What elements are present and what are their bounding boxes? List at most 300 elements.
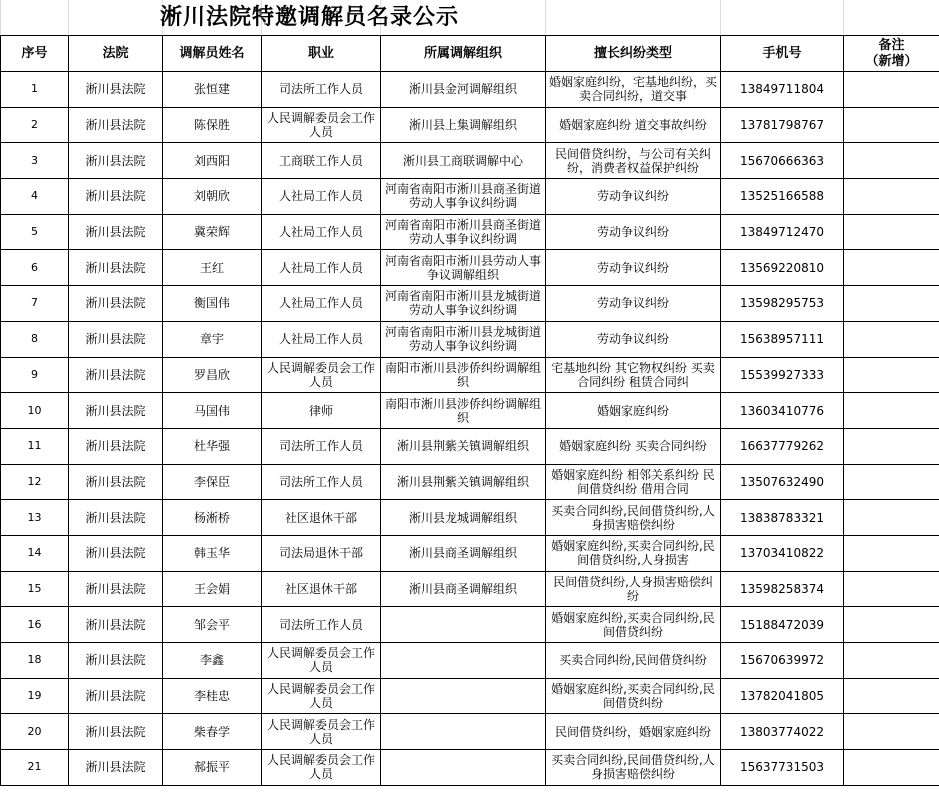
cell-seq[interactable] [1,678,69,714]
cell-job[interactable] [262,750,381,786]
cell-org-text: 淅川县商圣调解组织 [408,546,517,561]
cell-phone-text: 15670639972 [740,653,824,668]
cell-org-text: 河南省南阳市淅川县龙城街道劳动人事争议纠纷调 [384,325,541,354]
cell-org-text: 淅川县金河调解组织 [408,82,517,97]
cell-name-text: 陈保胜 [193,118,230,133]
title-row [0,0,939,36]
cell-court-text: 淅川县法院 [85,510,146,525]
cell-job-text: 司法所工作人员 [278,82,363,97]
cell-expertise-text: 民间借贷纠纷,人身损害赔偿纠纷 [553,574,713,603]
cell-expertise-text: 买卖合同纠纷,民间借贷纠纷 [559,653,707,668]
cell-phone-text: 13803774022 [740,724,824,739]
cell-remark[interactable] [844,607,939,643]
cell-expertise-text: 民间借贷纠纷，与公司有关纠纷，消费者权益保护纠纷 [554,146,711,175]
cell-name-text: 罗昌欣 [193,367,230,382]
table-row [1,357,939,393]
cell-expertise-text: 婚姻家庭纠纷 买卖合同纠纷 [559,439,707,454]
cell-name-text: 衡国伟 [193,296,230,311]
cell-remark[interactable] [844,107,939,143]
cell-court-text: 淅川县法院 [85,118,146,133]
mediator-table [0,35,939,786]
cell-court[interactable] [69,107,163,143]
cell-job-text: 司法局退休干部 [278,546,363,561]
cell-expertise-text: 买卖合同纠纷,民间借贷纠纷,人身损害赔偿纠纷 [551,753,715,782]
cell-remark[interactable] [844,464,939,500]
cell-court-text: 淅川县法院 [85,439,146,454]
table-row [1,607,939,643]
cell-remark[interactable] [844,250,939,286]
cell-phone[interactable] [721,571,844,607]
cell-job[interactable] [262,678,381,714]
cell-phone[interactable] [721,643,844,679]
cell-remark[interactable] [844,321,939,357]
cell-seq[interactable] [1,179,69,215]
cell-org[interactable] [381,107,546,143]
cell-phone[interactable] [721,286,844,322]
cell-seq[interactable] [1,286,69,322]
cell-court[interactable] [69,72,163,108]
cell-expertise[interactable] [546,571,721,607]
cell-name[interactable] [163,393,262,429]
table-row [1,250,939,286]
header-row [1,36,939,72]
cell-job-text: 社区退休干部 [284,581,357,596]
cell-phone[interactable] [721,143,844,179]
cell-phone-text: 15539927333 [740,367,824,382]
header-phone: 手机号 [721,36,844,72]
cell-expertise-text: 买卖合同纠纷,民间借贷纠纷,人身损害赔偿纠纷 [551,503,715,532]
cell-org[interactable] [381,714,546,750]
cell-job[interactable] [262,250,381,286]
cell-job[interactable] [262,571,381,607]
cell-phone-text: 15670666363 [740,153,824,168]
cell-org[interactable] [381,607,546,643]
cell-court-text: 淅川县法院 [85,332,146,347]
cell-job-text: 人社局工作人员 [278,189,363,204]
cell-expertise-text: 劳动争议纠纷 [596,260,669,275]
cell-phone-text: 13598295753 [740,296,824,311]
cell-name[interactable] [163,428,262,464]
cell-job-text: 人社局工作人员 [278,260,363,275]
cell-seq-text: 3 [31,153,38,167]
cell-org[interactable] [381,321,546,357]
cell-name[interactable] [163,571,262,607]
cell-name-text: 李鑫 [199,653,224,668]
cell-seq-text: 15 [27,581,42,595]
cell-phone-text: 13598258374 [740,581,824,596]
cell-court[interactable] [69,250,163,286]
table-row [1,714,939,750]
cell-seq[interactable] [1,72,69,108]
cell-phone-text: 13849711804 [740,82,824,97]
cell-name-text: 马国伟 [193,403,230,418]
cell-remark[interactable] [844,428,939,464]
cell-org-text: 淅川县工商联调解中心 [402,153,523,168]
cell-expertise-text: 婚姻家庭纠纷，宅基地纠纷，买卖合同纠纷，道交事 [548,75,717,104]
cell-seq-text: 16 [27,617,42,631]
cell-org-text: 河南省南阳市淅川县商圣街道劳动人事争议纠纷调 [384,218,541,247]
cell-name-text: 冀荣辉 [193,225,230,240]
cell-job[interactable] [262,535,381,571]
cell-seq-text: 9 [31,367,38,381]
cell-court[interactable] [69,286,163,322]
cell-org[interactable] [381,464,546,500]
cell-court[interactable] [69,357,163,393]
cell-phone[interactable] [721,714,844,750]
cell-court[interactable] [69,607,163,643]
cell-expertise-text: 民间借贷纠纷，婚姻家庭纠纷 [554,724,711,739]
cell-phone-text: 13849712470 [740,225,824,240]
cell-job[interactable] [262,464,381,500]
table-row [1,750,939,786]
cell-name-text: 刘朝欣 [193,189,230,204]
cell-job[interactable] [262,72,381,108]
cell-expertise[interactable] [546,643,721,679]
cell-org-text: 河南省南阳市淅川县劳动人事争议调解组织 [384,253,541,282]
cell-seq[interactable] [1,393,69,429]
cell-seq-text: 19 [27,689,42,703]
cell-court-text: 淅川县法院 [85,617,146,632]
cell-seq-text: 4 [31,189,38,203]
cell-phone-text: 13838783321 [740,510,824,525]
cell-name-text: 柴春学 [193,724,230,739]
cell-expertise[interactable] [546,214,721,250]
cell-expertise[interactable] [546,321,721,357]
table-row [1,393,939,429]
cell-expertise[interactable] [546,393,721,429]
cell-job-text: 人社局工作人员 [278,225,363,240]
cell-name[interactable] [163,321,262,357]
cell-org-text: 淅川县龙城调解组织 [408,510,517,525]
cell-name-text: 王会娟 [193,581,230,596]
cell-phone[interactable] [721,500,844,536]
cell-phone-text: 13781798767 [740,118,824,133]
cell-phone[interactable] [721,750,844,786]
cell-seq-text: 14 [27,546,42,560]
cell-org-text: 南阳市淅川县涉侨纠纷调解组织 [384,396,541,425]
cell-expertise-text: 劳动争议纠纷 [596,225,669,240]
cell-expertise[interactable] [546,535,721,571]
cell-expertise-text: 劳动争议纠纷 [596,296,669,311]
cell-name[interactable] [163,643,262,679]
cell-org[interactable] [381,357,546,393]
cell-court[interactable] [69,393,163,429]
page-title: 淅川法院特邀调解员名录公示 [160,5,460,30]
cell-phone-text: 15188472039 [740,617,824,632]
table-row [1,321,939,357]
cell-court-text: 淅川县法院 [85,225,146,240]
cell-phone[interactable] [721,393,844,429]
table-row [1,143,939,179]
cell-court[interactable] [69,714,163,750]
table-row [1,428,939,464]
cell-court-text: 淅川县法院 [85,153,146,168]
cell-job-text: 人民调解委员会工作人员 [266,753,375,782]
cell-name-text: 刘西阳 [193,153,230,168]
cell-seq-text: 10 [27,403,42,417]
cell-org[interactable] [381,500,546,536]
cell-job[interactable] [262,357,381,393]
cell-org[interactable] [381,143,546,179]
cell-phone-text: 15637731503 [740,760,824,775]
cell-job[interactable] [262,143,381,179]
cell-job[interactable] [262,393,381,429]
cell-phone-text: 13525166588 [740,189,824,204]
cell-job-text: 工商联工作人员 [278,153,363,168]
cell-court[interactable] [69,535,163,571]
cell-name[interactable] [163,714,262,750]
cell-remark[interactable] [844,571,939,607]
cell-name[interactable] [163,72,262,108]
cell-name-text: 韩玉华 [193,546,230,561]
header-remark-line1: 备注 [878,37,905,53]
cell-job-text: 律师 [308,403,333,418]
cell-job[interactable] [262,643,381,679]
cell-org[interactable] [381,571,546,607]
cell-remark[interactable] [844,750,939,786]
cell-seq[interactable] [1,535,69,571]
cell-job[interactable] [262,428,381,464]
cell-expertise[interactable] [546,179,721,215]
cell-org-text: 淅川县荆紫关镇调解组织 [396,474,529,489]
cell-phone-text: 15638957111 [740,332,824,347]
cell-remark[interactable] [844,714,939,750]
table-row [1,643,939,679]
cell-expertise-text: 宅基地纠纷 其它物权纠纷 买卖合同纠纷 租赁合同纠 [551,360,715,389]
cell-org-text: 淅川县商圣调解组织 [408,581,517,596]
cell-name[interactable] [163,107,262,143]
cell-org[interactable] [381,179,546,215]
cell-phone-text: 13603410776 [740,403,824,418]
cell-phone[interactable] [721,214,844,250]
cell-court-text: 淅川县法院 [85,367,146,382]
cell-org-text: 淅川县上集调解组织 [408,118,517,133]
cell-court-text: 淅川县法院 [85,653,146,668]
table-row [1,179,939,215]
cell-remark[interactable] [844,357,939,393]
cell-court-text: 淅川县法院 [85,189,146,204]
cell-phone[interactable] [721,179,844,215]
cell-phone[interactable] [721,321,844,357]
cell-remark[interactable] [844,643,939,679]
cell-org[interactable] [381,214,546,250]
cell-job[interactable] [262,286,381,322]
cell-org[interactable] [381,393,546,429]
cell-remark[interactable] [844,214,939,250]
table-row [1,678,939,714]
cell-name[interactable] [163,214,262,250]
cell-name[interactable] [163,179,262,215]
cell-expertise[interactable] [546,464,721,500]
cell-seq-text: 1 [31,82,38,96]
cell-expertise-text: 劳动争议纠纷 [596,189,669,204]
cell-org-text: 南阳市淅川县涉侨纠纷调解组织 [384,360,541,389]
cell-name[interactable] [163,678,262,714]
cell-remark[interactable] [844,678,939,714]
cell-seq-text: 21 [27,760,42,774]
cell-org[interactable] [381,643,546,679]
cell-expertise-text: 婚姻家庭纠纷,买卖合同纠纷,民间借贷纠纷 [551,610,715,639]
cell-remark[interactable] [844,393,939,429]
cell-expertise[interactable] [546,500,721,536]
cell-expertise[interactable] [546,72,721,108]
cell-court[interactable] [69,678,163,714]
cell-remark[interactable] [844,286,939,322]
cell-court[interactable] [69,214,163,250]
cell-seq[interactable] [1,214,69,250]
cell-name[interactable] [163,464,262,500]
cell-seq[interactable] [1,464,69,500]
cell-seq-text: 12 [27,474,42,488]
cell-court[interactable] [69,464,163,500]
cell-seq[interactable] [1,750,69,786]
cell-job[interactable] [262,214,381,250]
cell-job[interactable] [262,500,381,536]
cell-expertise[interactable] [546,607,721,643]
cell-seq-text: 8 [31,332,38,346]
cell-remark[interactable] [844,500,939,536]
cell-name[interactable] [163,250,262,286]
cell-court-text: 淅川县法院 [85,296,146,311]
table-row [1,286,939,322]
cell-seq[interactable] [1,571,69,607]
cell-name[interactable] [163,500,262,536]
cell-phone[interactable] [721,250,844,286]
cell-seq[interactable] [1,500,69,536]
cell-court-text: 淅川县法院 [85,581,146,596]
cell-name-text: 李桂忠 [193,689,230,704]
cell-phone[interactable] [721,535,844,571]
cell-court[interactable] [69,500,163,536]
cell-court-text: 淅川县法院 [85,760,146,775]
cell-org[interactable] [381,535,546,571]
cell-job-text: 司法所工作人员 [278,474,363,489]
cell-seq[interactable] [1,107,69,143]
cell-org[interactable] [381,428,546,464]
cell-phone-text: 13507632490 [740,474,824,489]
cell-expertise[interactable] [546,750,721,786]
cell-phone-text: 13569220810 [740,260,824,275]
cell-expertise-text: 劳动争议纠纷 [596,332,669,347]
cell-phone[interactable] [721,428,844,464]
cell-job-text: 人民调解委员会工作人员 [266,717,375,746]
cell-seq[interactable] [1,321,69,357]
cell-phone-text: 13782041805 [740,689,824,704]
cell-job-text: 人民调解委员会工作人员 [266,111,375,140]
cell-phone[interactable] [721,357,844,393]
cell-job[interactable] [262,714,381,750]
cell-expertise-text: 婚姻家庭纠纷 [596,403,669,418]
cell-seq-text: 18 [27,653,42,667]
cell-job-text: 司法所工作人员 [278,617,363,632]
cell-court[interactable] [69,179,163,215]
cell-job-text: 司法所工作人员 [278,439,363,454]
cell-org[interactable] [381,72,546,108]
cell-court-text: 淅川县法院 [85,474,146,489]
cell-seq[interactable] [1,714,69,750]
cell-name[interactable] [163,607,262,643]
cell-court[interactable] [69,428,163,464]
cell-expertise[interactable] [546,678,721,714]
cell-name[interactable] [163,535,262,571]
cell-phone[interactable] [721,72,844,108]
cell-court-text: 淅川县法院 [85,689,146,704]
cell-expertise[interactable] [546,250,721,286]
cell-job-text: 人民调解委员会工作人员 [266,646,375,675]
cell-phone-text: 16637779262 [740,439,824,454]
cell-seq-text: 7 [31,296,38,310]
cell-expertise[interactable] [546,428,721,464]
cell-name[interactable] [163,357,262,393]
cell-name-text: 邹会平 [193,617,230,632]
table-row [1,214,939,250]
cell-phone[interactable] [721,107,844,143]
cell-court[interactable] [69,321,163,357]
cell-remark[interactable] [844,143,939,179]
table-row [1,107,939,143]
cell-phone[interactable] [721,464,844,500]
cell-seq[interactable] [1,357,69,393]
cell-remark[interactable] [844,72,939,108]
cell-expertise-text: 婚姻家庭纠纷 相邻关系纠纷 民间借贷纠纷 借用合同 [551,467,715,496]
cell-name-text: 李保臣 [193,474,230,489]
header-remark-line2: （新增） [865,53,918,69]
cell-org[interactable] [381,250,546,286]
cell-remark[interactable] [844,179,939,215]
cell-expertise[interactable] [546,714,721,750]
cell-seq-text: 11 [27,439,42,453]
cell-remark[interactable] [844,535,939,571]
cell-seq-text: 6 [31,260,38,274]
cell-job[interactable] [262,607,381,643]
cell-seq-text: 13 [27,510,42,524]
cell-court[interactable] [69,750,163,786]
cell-expertise[interactable] [546,107,721,143]
cell-name[interactable] [163,750,262,786]
cell-expertise-text: 婚姻家庭纠纷,买卖合同纠纷,民间借贷纠纷 [551,682,715,711]
cell-org-text: 淅川县荆紫关镇调解组织 [396,439,529,454]
cell-court[interactable] [69,143,163,179]
cell-seq[interactable] [1,428,69,464]
cell-job[interactable] [262,321,381,357]
table-row [1,500,939,536]
cell-court[interactable] [69,643,163,679]
cell-expertise[interactable] [546,143,721,179]
cell-expertise-text: 婚姻家庭纠纷 道交事故纠纷 [559,118,707,133]
cell-job[interactable] [262,107,381,143]
cell-seq[interactable] [1,643,69,679]
cell-org-text: 河南省南阳市淅川县商圣街道劳动人事争议纠纷调 [384,182,541,211]
cell-name[interactable] [163,286,262,322]
cell-job[interactable] [262,179,381,215]
header-job: 职业 [262,36,381,72]
cell-org[interactable] [381,750,546,786]
cell-name[interactable] [163,143,262,179]
cell-expertise[interactable] [546,286,721,322]
cell-court[interactable] [69,571,163,607]
table-row [1,72,939,108]
cell-seq[interactable] [1,607,69,643]
header-court: 法院 [69,36,163,72]
cell-seq[interactable] [1,143,69,179]
cell-expertise[interactable] [546,357,721,393]
cell-name-text: 郝振平 [193,760,230,775]
cell-org[interactable] [381,286,546,322]
cell-seq[interactable] [1,250,69,286]
cell-org[interactable] [381,678,546,714]
cell-phone[interactable] [721,678,844,714]
cell-phone[interactable] [721,607,844,643]
